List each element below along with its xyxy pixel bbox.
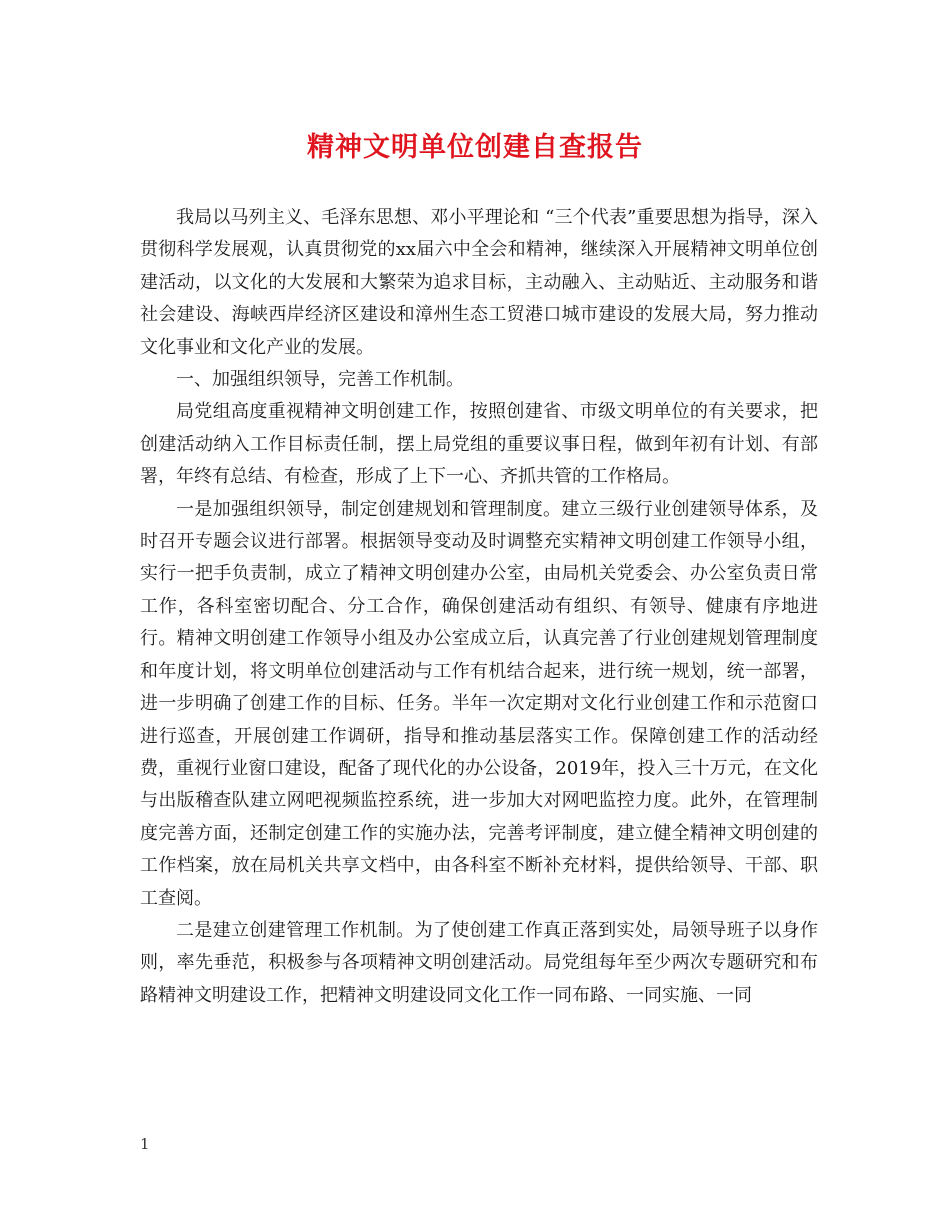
paragraph-3: 一是加强组织领导，制定创建规划和管理制度。建立三级行业创建领导体系，及时召开专题会议进行部署。根据领导变动及时调整充实精神文明创建工作领导小组，实行一把手负责制，成立了精神文明创建办公室，由局机关党委会、办公室负责日常工作，各科室密切配合、分工合作，确保创建活动有组织、有领导、健康有序地进行。精神文明创建工作领导小组及办公室成立后，认真完善了行业创建规划管理制度和年度计划，将文明单位创建活动与工作有机结合起来，进行统一规划，统一部署，进一步明确了创建工作的目标、任务。半年一次定期对文化行业创建工作和示范窗口进行巡查，开展创建工作调研，指导和推动基层落实工作。保障创建工作的活动经费，重视行业窗口建设，配备了现代化的办公设备，2019年，投入三十万元，在文化与出版稽查队建立网吧视频监控系统，进一步加大对网吧监控力度。此外，在管理制度完善方面，还制定创建工作的实施办法，完善考评制度，建立健全精神文明创建的工作档案，放在局机关共享文档中，由各科室不断补充材料，提供给领导、干部、职工查阅。 bbox=[140, 498, 818, 909]
paragraph-2: 局党组高度重视精神文明创建工作，按照创建省、市级文明单位的有关要求，把创建活动纳入工作目标责任制，摆上局党组的重要议事日程，做到年初有计划、有部署，年终有总结、有检查，形成了上下一心、齐抓共管的工作格局。 bbox=[140, 401, 818, 488]
section-heading-1: 一、加强组织领导，完善工作机制。 bbox=[176, 369, 464, 391]
document-body bbox=[140, 202, 818, 1012]
paragraph-intro: 我局以马列主义、毛泽东思想、邓小平理论和 “三个代表”重要思想为指导，深入贯彻科学发展观，认真贯彻党的xx届六中全会和精神，继续深入开展精神文明单位创建活动，以文化的大发展和大繁荣为追求目标，主动融入、主动贴近、主动服务和谐社会建设、海峡西岸经济区建设和漳州生态工贸港口城市建设的发展大局，努力推动文化事业和文化产业的发展。 bbox=[140, 207, 818, 358]
document-title: 精神文明单位创建自查报告 bbox=[307, 132, 643, 163]
page-number: 1 bbox=[140, 1135, 150, 1153]
paragraph-4: 二是建立创建管理工作机制。为了使创建工作真正落到实处，局领导班子以身作则，率先垂范，积极参与各项精神文明创建活动。局党组每年至少两次专题研究和布路精神文明建设工作，把精神文明建设同文化工作一同布路、一同实施、一同 bbox=[140, 919, 818, 1006]
